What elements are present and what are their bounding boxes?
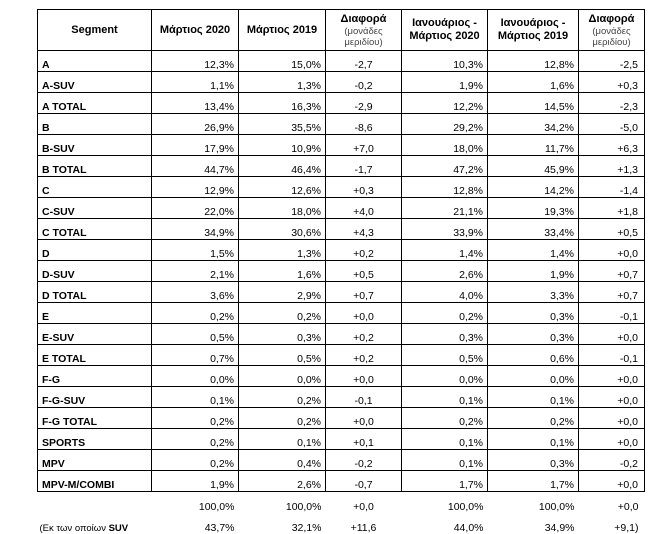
jan-mar-2020-cell: 0,1% xyxy=(402,429,488,450)
jan-mar-2020-cell: 21,1% xyxy=(402,198,488,219)
jan-mar-2019-cell: 0,3% xyxy=(488,303,579,324)
march-2019-cell: 0,1% xyxy=(239,429,326,450)
difference-ytd-cell: +1,8 xyxy=(579,198,645,219)
march-2019-cell: 30,6% xyxy=(239,219,326,240)
market-share-table xyxy=(37,9,645,534)
difference-cell: +0,0 xyxy=(326,408,402,429)
difference-cell: -2,7 xyxy=(326,51,402,72)
jan-mar-2019-cell: 0,0% xyxy=(488,366,579,387)
table-row xyxy=(38,240,645,261)
header-difference-ytd xyxy=(579,10,645,51)
table-row xyxy=(38,450,645,471)
table-row xyxy=(38,471,645,492)
jan-mar-2020-cell: 33,9% xyxy=(402,219,488,240)
table-row xyxy=(38,51,645,72)
table-row xyxy=(38,114,645,135)
difference-ytd-cell: +0,0 xyxy=(579,366,645,387)
march-2020-cell: 0,2% xyxy=(152,450,239,471)
segment-cell: D xyxy=(38,240,152,261)
jan-mar-2019-cell: 19,3% xyxy=(488,198,579,219)
march-2020-cell: 0,2% xyxy=(152,429,239,450)
suv-share-row xyxy=(38,513,645,534)
table-row xyxy=(38,366,645,387)
march-2019-cell: 0,3% xyxy=(239,324,326,345)
header-diff2-label: Διαφορά xyxy=(589,13,635,25)
segment-cell: B-SUV xyxy=(38,135,152,156)
march-2019-cell: 18,0% xyxy=(239,198,326,219)
march-2019-cell: 2,6% xyxy=(239,471,326,492)
march-2019-cell: 0,2% xyxy=(239,387,326,408)
march-2020-cell: 0,0% xyxy=(152,366,239,387)
march-2019-cell: 1,6% xyxy=(239,261,326,282)
difference-cell: +0,0 xyxy=(326,366,402,387)
suv-share-value-cell: +9,1) xyxy=(579,513,645,534)
difference-ytd-cell: +0,5 xyxy=(579,219,645,240)
march-2020-cell: 1,1% xyxy=(152,72,239,93)
difference-cell: +4,3 xyxy=(326,219,402,240)
jan-mar-2020-cell: 1,4% xyxy=(402,240,488,261)
march-2020-cell: 17,9% xyxy=(152,135,239,156)
jan-mar-2019-cell: 45,9% xyxy=(488,156,579,177)
segment-cell: MPV xyxy=(38,450,152,471)
jan-mar-2019-cell: 14,2% xyxy=(488,177,579,198)
segment-cell: E xyxy=(38,303,152,324)
difference-cell: +0,7 xyxy=(326,282,402,303)
difference-cell: -0,2 xyxy=(326,72,402,93)
totals-value-cell: 100,0% xyxy=(239,492,326,514)
difference-cell: -0,2 xyxy=(326,450,402,471)
totals-value-cell: +0,0 xyxy=(579,492,645,514)
suv-note-bold: SUV xyxy=(109,523,129,534)
jan-mar-2020-cell: 29,2% xyxy=(402,114,488,135)
jan-mar-2020-cell: 2,6% xyxy=(402,261,488,282)
suv-share-value-cell: 32,1% xyxy=(239,513,326,534)
totals-value-cell: +0,0 xyxy=(326,492,402,514)
segment-cell: E-SUV xyxy=(38,324,152,345)
jan-mar-2019-cell: 12,8% xyxy=(488,51,579,72)
totals-value-cell: 100,0% xyxy=(402,492,488,514)
difference-ytd-cell: +0,0 xyxy=(579,240,645,261)
jan-mar-2020-cell: 0,0% xyxy=(402,366,488,387)
suv-note-label xyxy=(38,513,152,534)
segment-cell: D TOTAL xyxy=(38,282,152,303)
difference-cell: -1,7 xyxy=(326,156,402,177)
segment-cell: A xyxy=(38,51,152,72)
table-row xyxy=(38,219,645,240)
totals-label-cell xyxy=(38,492,152,514)
jan-mar-2019-cell: 34,2% xyxy=(488,114,579,135)
difference-ytd-cell: +0,0 xyxy=(579,387,645,408)
difference-ytd-cell: +0,7 xyxy=(579,282,645,303)
jan-mar-2020-cell: 0,1% xyxy=(402,387,488,408)
difference-cell: +0,3 xyxy=(326,177,402,198)
march-2020-cell: 13,4% xyxy=(152,93,239,114)
march-2019-cell: 10,9% xyxy=(239,135,326,156)
march-2019-cell: 2,9% xyxy=(239,282,326,303)
march-2019-cell: 46,4% xyxy=(239,156,326,177)
jan-mar-2020-cell: 1,9% xyxy=(402,72,488,93)
segment-cell: F-G TOTAL xyxy=(38,408,152,429)
march-2020-cell: 34,9% xyxy=(152,219,239,240)
difference-ytd-cell: +0,0 xyxy=(579,324,645,345)
jan-mar-2019-cell: 3,3% xyxy=(488,282,579,303)
jan-mar-2019-cell: 1,4% xyxy=(488,240,579,261)
header-march-2020: Μάρτιος 2020 xyxy=(152,10,239,51)
segment-cell: D-SUV xyxy=(38,261,152,282)
march-2019-cell: 15,0% xyxy=(239,51,326,72)
difference-cell: -2,9 xyxy=(326,93,402,114)
march-2019-cell: 0,4% xyxy=(239,450,326,471)
march-2019-cell: 1,3% xyxy=(239,72,326,93)
difference-ytd-cell: -0,1 xyxy=(579,303,645,324)
jan-mar-2019-cell: 11,7% xyxy=(488,135,579,156)
jan-mar-2020-cell: 0,2% xyxy=(402,408,488,429)
segment-cell: B xyxy=(38,114,152,135)
segment-cell: A TOTAL xyxy=(38,93,152,114)
difference-cell: +4,0 xyxy=(326,198,402,219)
march-2019-cell: 0,2% xyxy=(239,303,326,324)
table-row xyxy=(38,303,645,324)
suv-note-prefix: (Εκ των οποίων xyxy=(40,523,106,534)
segment-cell: C-SUV xyxy=(38,198,152,219)
table-row xyxy=(38,429,645,450)
jan-mar-2019-cell: 1,9% xyxy=(488,261,579,282)
march-2019-cell: 0,5% xyxy=(239,345,326,366)
march-2020-cell: 0,2% xyxy=(152,408,239,429)
table-row xyxy=(38,72,645,93)
difference-ytd-cell: +0,0 xyxy=(579,471,645,492)
difference-cell: -8,6 xyxy=(326,114,402,135)
difference-cell: +0,1 xyxy=(326,429,402,450)
header-row xyxy=(38,10,645,51)
table-row xyxy=(38,135,645,156)
segment-cell: E TOTAL xyxy=(38,345,152,366)
difference-ytd-cell: -5,0 xyxy=(579,114,645,135)
segment-cell: C TOTAL xyxy=(38,219,152,240)
jan-mar-2020-cell: 0,3% xyxy=(402,324,488,345)
march-2020-cell: 26,9% xyxy=(152,114,239,135)
table-row xyxy=(38,324,645,345)
header-difference-month xyxy=(326,10,402,51)
march-2020-cell: 2,1% xyxy=(152,261,239,282)
difference-cell: +0,5 xyxy=(326,261,402,282)
difference-ytd-cell: +0,0 xyxy=(579,408,645,429)
header-jan-mar-2019: Ιανουάριος - Μάρτιος 2019 xyxy=(488,10,579,51)
jan-mar-2019-cell: 0,2% xyxy=(488,408,579,429)
table-row xyxy=(38,345,645,366)
totals-value-cell: 100,0% xyxy=(488,492,579,514)
jan-mar-2019-cell: 0,1% xyxy=(488,429,579,450)
jan-mar-2020-cell: 10,3% xyxy=(402,51,488,72)
table-row xyxy=(38,408,645,429)
difference-ytd-cell: +1,3 xyxy=(579,156,645,177)
table-row xyxy=(38,93,645,114)
difference-cell: +7,0 xyxy=(326,135,402,156)
difference-ytd-cell: +0,7 xyxy=(579,261,645,282)
table-row xyxy=(38,282,645,303)
march-2019-cell: 0,0% xyxy=(239,366,326,387)
march-2020-cell: 12,3% xyxy=(152,51,239,72)
difference-ytd-cell: +6,3 xyxy=(579,135,645,156)
table-row xyxy=(38,198,645,219)
jan-mar-2019-cell: 33,4% xyxy=(488,219,579,240)
totals-value-cell: 100,0% xyxy=(152,492,239,514)
jan-mar-2020-cell: 47,2% xyxy=(402,156,488,177)
march-2019-cell: 12,6% xyxy=(239,177,326,198)
segment-cell: C xyxy=(38,177,152,198)
march-2019-cell: 16,3% xyxy=(239,93,326,114)
header-diff2-sublabel: (μονάδες μεριδίου) xyxy=(581,26,642,48)
march-2020-cell: 12,9% xyxy=(152,177,239,198)
jan-mar-2020-cell: 12,2% xyxy=(402,93,488,114)
difference-ytd-cell: -0,1 xyxy=(579,345,645,366)
header-march-2019: Μάρτιος 2019 xyxy=(239,10,326,51)
table-body xyxy=(38,51,645,534)
difference-cell: +0,0 xyxy=(326,303,402,324)
segment-cell: F-G xyxy=(38,366,152,387)
march-2020-cell: 0,5% xyxy=(152,324,239,345)
segment-cell: SPORTS xyxy=(38,429,152,450)
jan-mar-2019-cell: 1,7% xyxy=(488,471,579,492)
table-header xyxy=(38,10,645,51)
march-2020-cell: 1,9% xyxy=(152,471,239,492)
difference-ytd-cell: +0,3 xyxy=(579,72,645,93)
march-2020-cell: 0,1% xyxy=(152,387,239,408)
header-jan-mar-2020: Ιανουάριος - Μάρτιος 2020 xyxy=(402,10,488,51)
jan-mar-2020-cell: 4,0% xyxy=(402,282,488,303)
segment-cell: A-SUV xyxy=(38,72,152,93)
jan-mar-2019-cell: 0,6% xyxy=(488,345,579,366)
march-2020-cell: 44,7% xyxy=(152,156,239,177)
difference-ytd-cell: -2,5 xyxy=(579,51,645,72)
jan-mar-2020-cell: 18,0% xyxy=(402,135,488,156)
difference-ytd-cell: -0,2 xyxy=(579,450,645,471)
difference-ytd-cell: -1,4 xyxy=(579,177,645,198)
suv-share-value-cell: +11,6 xyxy=(326,513,402,534)
march-2020-cell: 3,6% xyxy=(152,282,239,303)
difference-cell: -0,1 xyxy=(326,387,402,408)
table-row xyxy=(38,261,645,282)
march-2019-cell: 0,2% xyxy=(239,408,326,429)
march-2020-cell: 0,2% xyxy=(152,303,239,324)
jan-mar-2019-cell: 14,5% xyxy=(488,93,579,114)
jan-mar-2020-cell: 0,1% xyxy=(402,450,488,471)
march-2020-cell: 22,0% xyxy=(152,198,239,219)
table-row xyxy=(38,177,645,198)
suv-share-value-cell: 44,0% xyxy=(402,513,488,534)
difference-cell: +0,2 xyxy=(326,324,402,345)
jan-mar-2020-cell: 0,5% xyxy=(402,345,488,366)
suv-share-value-cell: 34,9% xyxy=(488,513,579,534)
jan-mar-2019-cell: 0,3% xyxy=(488,324,579,345)
header-segment: Segment xyxy=(38,10,152,51)
march-2019-cell: 35,5% xyxy=(239,114,326,135)
segment-cell: F-G-SUV xyxy=(38,387,152,408)
march-2020-cell: 0,7% xyxy=(152,345,239,366)
jan-mar-2019-cell: 0,3% xyxy=(488,450,579,471)
market-share-table-container xyxy=(37,9,645,534)
table-row xyxy=(38,156,645,177)
march-2020-cell: 1,5% xyxy=(152,240,239,261)
segment-cell: MPV-M/COMBI xyxy=(38,471,152,492)
header-diff-label: Διαφορά xyxy=(341,13,387,25)
jan-mar-2020-cell: 1,7% xyxy=(402,471,488,492)
suv-share-value-cell: 43,7% xyxy=(152,513,239,534)
table-row xyxy=(38,387,645,408)
difference-cell: +0,2 xyxy=(326,240,402,261)
jan-mar-2020-cell: 12,8% xyxy=(402,177,488,198)
difference-cell: +0,2 xyxy=(326,345,402,366)
header-diff-sublabel: (μονάδες μεριδίου) xyxy=(328,26,399,48)
jan-mar-2019-cell: 1,6% xyxy=(488,72,579,93)
jan-mar-2020-cell: 0,2% xyxy=(402,303,488,324)
segment-cell: B TOTAL xyxy=(38,156,152,177)
jan-mar-2019-cell: 0,1% xyxy=(488,387,579,408)
difference-ytd-cell: -2,3 xyxy=(579,93,645,114)
totals-row xyxy=(38,492,645,514)
march-2019-cell: 1,3% xyxy=(239,240,326,261)
difference-ytd-cell: +0,0 xyxy=(579,429,645,450)
difference-cell: -0,7 xyxy=(326,471,402,492)
